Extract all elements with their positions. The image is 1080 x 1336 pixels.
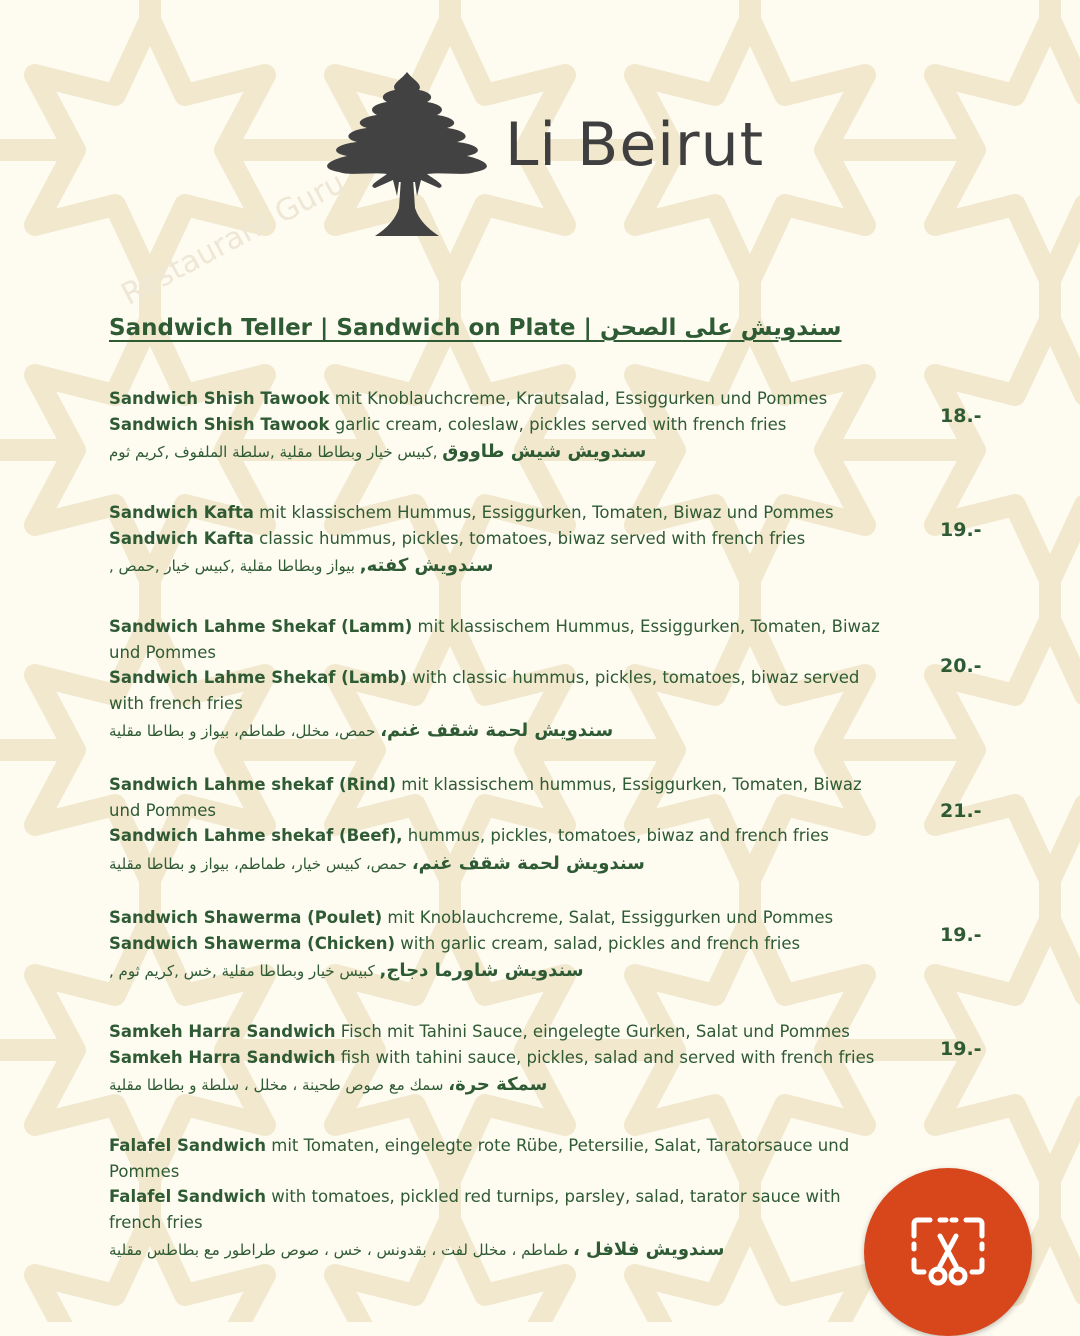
item-price: 18.- — [940, 405, 982, 427]
item-english — [109, 1184, 889, 1235]
item-english-name: Sandwich Shish Tawook — [109, 414, 330, 434]
item-german-description: mit Tomaten, eingelegte rote Rübe, Petersilie, Salat, Taratorsauce und Pommes — [109, 1136, 850, 1181]
item-english-name: Sandwich Kafta — [109, 528, 254, 548]
item-german-name: Sandwich Lahme Shekaf (Lamm) — [109, 617, 413, 636]
item-german — [109, 905, 889, 931]
menu-item — [109, 386, 889, 467]
menu-item — [109, 905, 889, 986]
item-arabic — [109, 716, 613, 746]
item-arabic-description: حمص، مخلل، طماطم، بيواز و بطاطا مقلية — [109, 722, 381, 740]
item-german — [109, 386, 889, 412]
item-german-name: Sandwich Lahme shekaf (Rind) — [109, 775, 397, 794]
menu-item — [109, 772, 889, 879]
item-english-description: fish with tahini sauce, pickles, salad and served with french fries — [335, 1047, 875, 1067]
menu-item — [109, 500, 889, 581]
cedar-tree-icon — [315, 68, 500, 240]
item-english — [109, 665, 889, 716]
item-english — [109, 931, 889, 957]
item-english-description: with classic hummus, pickles, tomatoes, biwaz served with french fries — [109, 668, 860, 713]
item-english — [109, 1045, 889, 1071]
item-german-name: Falafel Sandwich — [109, 1136, 266, 1155]
section-title: Sandwich Teller | Sandwich on Plate | سندويش على الصحن — [109, 315, 842, 341]
item-english-description: with garlic cream, salad, pickles and french fries — [395, 933, 801, 953]
brand-logo — [315, 68, 765, 240]
item-english-description: with tomatoes, pickled red turnips, parsley, salad, tarator sauce with french fries — [109, 1187, 841, 1232]
item-arabic — [109, 551, 493, 581]
scissors-crop-icon — [910, 1216, 986, 1288]
item-arabic-description: ,كبيس خيار وبطاطا مقلية ,سلطة الملفوف ,كريم ثوم — [109, 443, 443, 461]
item-english-name: Sandwich Lahme shekaf (Beef), — [109, 826, 403, 845]
watermark-text: Restaurant Guru — [115, 165, 351, 313]
screenshot-crop-button[interactable] — [864, 1168, 1032, 1336]
item-price: 19.- — [940, 924, 982, 946]
item-arabic-name: سندويش شاورما دجاج, — [379, 960, 584, 981]
item-arabic — [109, 849, 645, 879]
item-english-name: Samkeh Harra Sandwich — [109, 1047, 336, 1067]
item-arabic-name: سندويش فلافل ، — [572, 1239, 725, 1260]
item-arabic — [109, 1235, 724, 1265]
item-german-description: mit Knoblauchcreme, Krautsalad, Essiggurken und Pommes — [329, 389, 828, 408]
item-german-description: mit klassischem Hummus, Essiggurken, Tomaten, Biwaz und Pommes — [253, 503, 834, 522]
item-english — [109, 823, 889, 849]
item-german-description: mit Knoblauchcreme, Salat, Essiggurken und Pommes — [382, 908, 834, 927]
item-german — [109, 1133, 889, 1184]
item-german-name: Sandwich Shish Tawook — [109, 389, 330, 408]
item-german-name: Sandwich Kafta — [109, 503, 254, 522]
item-arabic — [109, 1070, 547, 1100]
item-english-name: Sandwich Shawerma (Chicken) — [109, 933, 395, 953]
item-arabic-description: كبيس خيار وبطاطا مقلية ,خس ,كريم ثوم , — [109, 962, 380, 980]
menu-item — [109, 1133, 889, 1265]
item-german-description: mit klassischem Hummus, Essiggurken, Tomaten, Biwaz und Pommes — [109, 617, 880, 662]
item-arabic — [109, 956, 584, 986]
item-english — [109, 412, 889, 438]
item-german-name: Samkeh Harra Sandwich — [109, 1022, 336, 1041]
item-german — [109, 614, 889, 665]
item-arabic-description: سمك مع صوص طحينة ، مخلل ، سلطة و بطاطا مقلية — [109, 1076, 449, 1094]
item-english — [109, 526, 889, 552]
item-german — [109, 772, 889, 823]
brand-name: Li Beirut — [505, 110, 765, 180]
item-arabic-description: طماطم ، مخلل لفت ، بقدونس ، خس ، صوص طراطور مع بطاطس مقلية — [109, 1241, 573, 1259]
item-arabic — [109, 437, 646, 467]
item-arabic-name: سندويش شيش طاووق — [442, 441, 647, 462]
item-arabic-name: سندويش لحمة شقف غنم، — [411, 852, 645, 874]
item-german — [109, 1019, 889, 1045]
item-english-description: hummus, pickles, tomatoes, biwaz and french fries — [402, 826, 829, 845]
item-german-description: mit klassischem hummus, Essiggurken, Tomaten, Biwaz und Pommes — [109, 775, 862, 820]
item-german-name: Sandwich Shawerma (Poulet) — [109, 908, 383, 927]
item-arabic-name: سندويش كفته, — [359, 555, 494, 576]
item-english-description: garlic cream, coleslaw, pickles served with french fries — [329, 414, 787, 434]
item-arabic-description: بيواز وبطاطا مقلية ,كبيس خيار ,حمص , — [109, 557, 360, 575]
item-price: 20.- — [940, 655, 982, 677]
item-english-description: classic hummus, pickles, tomatoes, biwaz served with french fries — [253, 528, 806, 548]
item-german-description: Fisch mit Tahini Sauce, eingelegte Gurken, Salat und Pommes — [335, 1022, 850, 1041]
item-price: 21.- — [940, 800, 982, 822]
item-arabic-description: حمص، كبيس خيار، طماطم، بيواز و بطاطا مقلية — [109, 854, 412, 873]
menu-item — [109, 1019, 889, 1100]
item-arabic-name: سندويش لحمة شقف غنم، — [380, 720, 614, 741]
item-english-name: Sandwich Lahme Shekaf (Lamb) — [109, 668, 407, 687]
item-price: 19.- — [940, 519, 982, 541]
menu-item — [109, 614, 889, 746]
item-english-name: Falafel Sandwich — [109, 1187, 266, 1206]
item-german — [109, 500, 889, 526]
item-arabic-name: سمكة حرة، — [448, 1074, 548, 1095]
item-price: 19.- — [940, 1038, 982, 1060]
